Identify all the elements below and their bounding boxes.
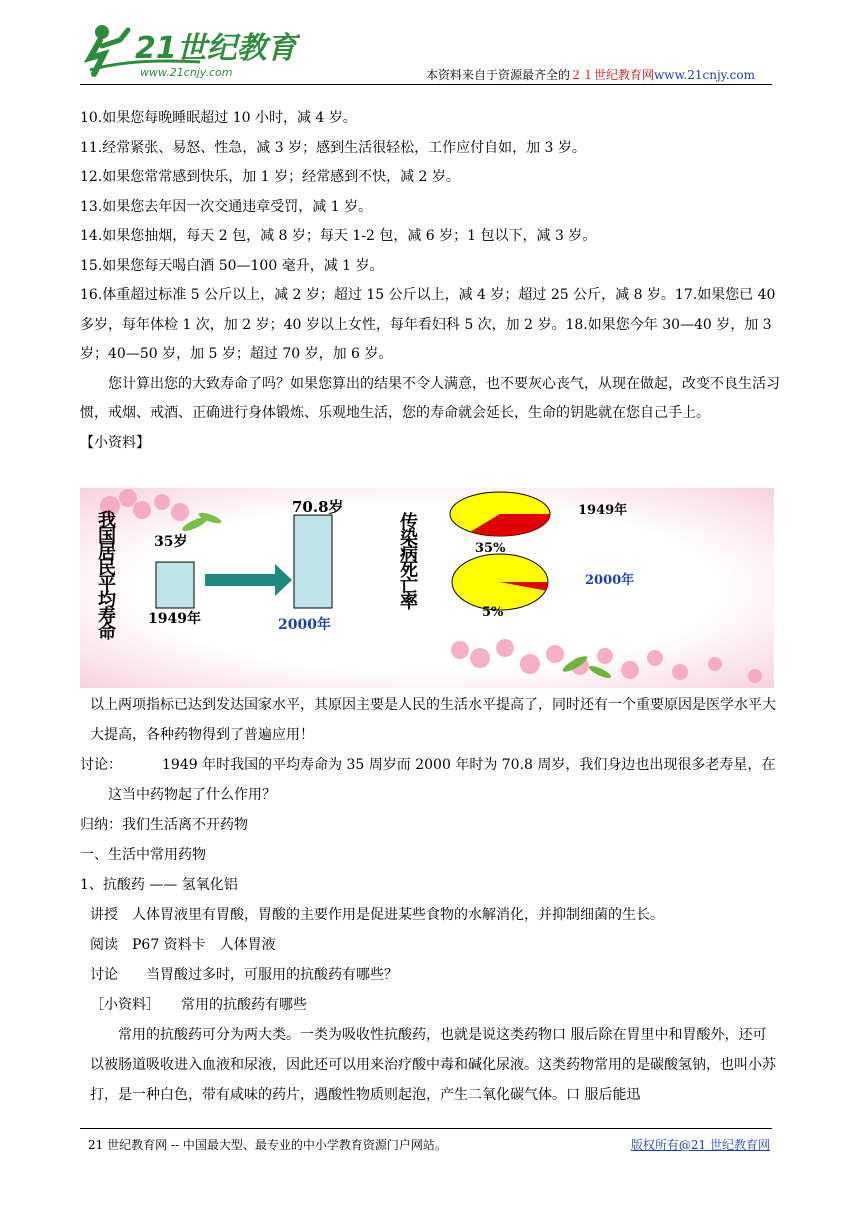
- bar-1949-year-label: 1949年: [148, 611, 201, 627]
- statistics-figure: [80, 488, 774, 688]
- bar-2000-year-label: 2000年: [278, 617, 331, 633]
- pie-2000-value-label: 5%: [482, 605, 504, 620]
- body-text-bottom: [80, 690, 780, 1110]
- footer-text: 21 世纪教育网 -- 中国最大型、最专业的中小学教育资源门户网站。: [88, 1138, 447, 1152]
- discussion-2: 讨论 当胃酸过多时，可服用的抗酸药有哪些？: [90, 967, 398, 983]
- section-heading-1: 一、生活中常用药物: [80, 847, 206, 863]
- rule-13: 13.如果您去年因一次交通违章受罚，减 1 岁。: [80, 198, 373, 215]
- conclusion-paragraph: 您计算出您的大致寿命了吗？如果您算出的结果不令人满意，也不要灰心丧气，从现在做起，改变不良生活习惯，戒烟、戒酒、正确进行身体锻炼、乐观地生活，您的寿命就会延长，生命的钥匙就在您自己手上。: [80, 375, 780, 421]
- footer-copyright-link[interactable]: 版权所有@21 世纪教育网: [630, 1138, 770, 1152]
- rule-14: 14.如果您抽烟，每天 2 包，减 8 岁；每天 1-2 包，减 6 岁；1 包以下，减 3 岁。: [80, 228, 597, 244]
- svg-text:21世纪教育: 21世纪教育: [135, 31, 297, 66]
- rule-10: 10.如果您每晚睡眠超过 10 小时，减 4 岁。: [80, 110, 357, 126]
- site-logo: [80, 18, 300, 80]
- rule-15: 15.如果您每天喝白酒 50—100 毫升，减 1 岁。: [80, 257, 384, 274]
- rule-12: 12.如果您常常感到快乐，加 1 岁；经常感到不快，减 2 岁。: [80, 169, 460, 185]
- pie-1949-value-label: 35%: [475, 541, 506, 556]
- page-header: [0, 0, 860, 90]
- reading-line: 阅读 P67 资料卡 人体胃液: [90, 937, 276, 953]
- item-heading-1: 1、抗酸药 —— 氢氧化铝: [80, 877, 238, 893]
- body-text-top: [80, 104, 780, 458]
- antacid-paragraph: 常用的抗酸药可分为两大类。一类为吸收性抗酸药，也就是说这类药物口 服后除在胃里中和胃酸外，还可以被肠道吸收进入血液和尿液，因此还可以用来治疗酸中毒和碱化尿液。这类药物常用的是碳酸氢钠，也叫小苏打，是一种白色，带有咸味的药片，遇酸性物质则起泡，产生二氧化碳气体。口 服后能迅: [90, 1027, 776, 1103]
- bar-2000年: [294, 515, 332, 608]
- rule-11: 11.经常紧张、易怒、性急，减 3 岁；感到生活很轻松，工作应付自如，加 3 岁。: [80, 139, 586, 156]
- bar-1949-value-label: 35岁: [154, 534, 188, 550]
- small-info-heading-2: ［小资料］ 常用的抗酸药有哪些: [90, 997, 307, 1013]
- summary-line: 归纳：我们生活离不开药物: [80, 817, 248, 833]
- pie-chart-title: 传染病死亡率: [400, 512, 418, 613]
- header-divider: [80, 84, 772, 85]
- lecture-line: 讲授 人体胃液里有胃酸，胃酸的主要作用是促进某些食物的水解消化，并抑制细菌的生长。: [90, 907, 664, 923]
- explanation-paragraph: 以上两项指标已达到发达国家水平，其原因主要是人民的生活水平提高了，同时还有一个重要原因是医学水平大大提高，各种药物得到了普遍应用！: [90, 697, 776, 743]
- footer-divider: [80, 1128, 772, 1129]
- bar-2000-value-label: 70.8岁: [292, 498, 344, 516]
- rule-16-18: 16.体重超过标准 5 公斤以上，减 2 岁；超过 15 公斤以上，减 4 岁；超过 25 公斤，减 8 岁。17.如果您已 40 多岁，每年体检 1 次，加 2 岁；40 岁以上女性，每年看妇科 5 次，加 2 岁。18.如果您今年 30—40 岁，加 3 岁；40—50 岁，加 5 岁；超过 70 岁，加 6 岁。: [80, 287, 776, 362]
- header-link[interactable]: www.21cnjy.com: [654, 68, 755, 82]
- discussion-1: 讨论： 1949 年时我国的平均寿命为 35 周岁而 2000 年时为 70.8 周岁，我们身边也出现很多老寿星，在这当中药物起了什么作用？: [80, 757, 776, 803]
- header-source-text: 本资料来自于资源最齐全的２１世纪教育网www.21cnjy.com: [426, 68, 755, 82]
- bar-1949年: [156, 562, 194, 608]
- small-info-heading: 【小资料】: [80, 434, 150, 451]
- pie-1949-year-label: 1949年: [578, 503, 628, 518]
- pie-2000-year-label: 2000年: [585, 573, 635, 588]
- svg-text:www.21cnjy.com: www.21cnjy.com: [140, 66, 233, 79]
- bar-chart-title: 我国居民平均寿命: [98, 510, 116, 643]
